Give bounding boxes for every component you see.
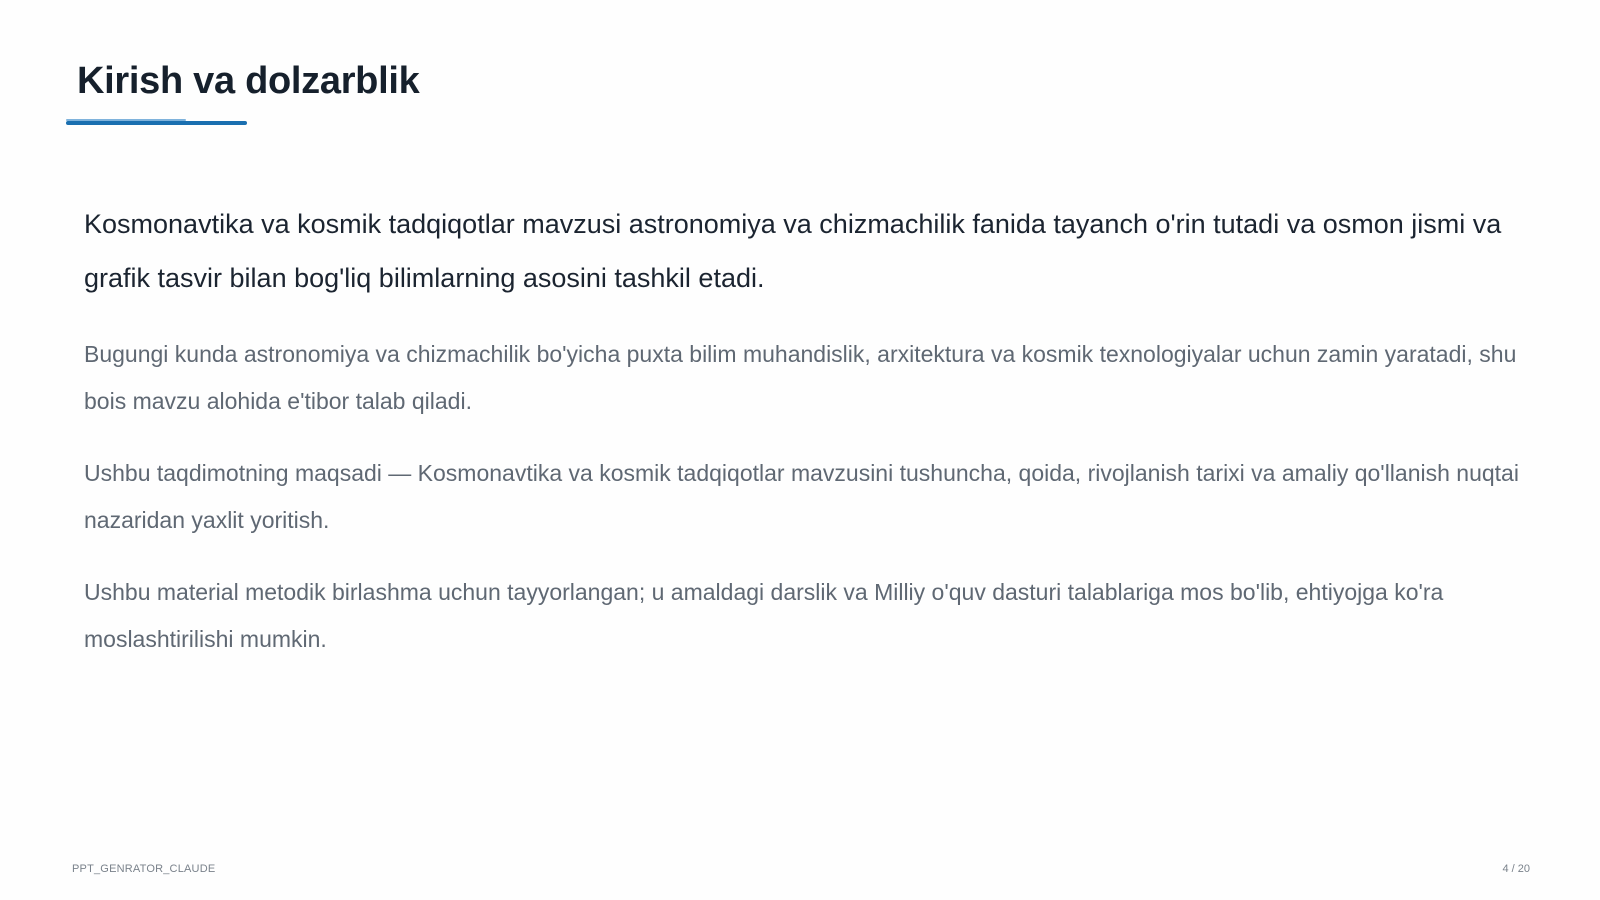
- slide-title: Kirish va dolzarblik: [77, 60, 420, 102]
- slide-content: [84, 197, 1524, 688]
- title-underline: [66, 121, 247, 125]
- lead-paragraph: Kosmonavtika va kosmik tadqiqotlar mavzusi astronomiya va chizmachilik fanida tayanch o'rin tutadi va osmon jismi va grafik tasvir bilan bog'liq bilimlarning asosini tashkil etadi.: [84, 209, 1502, 293]
- title-underline-accent: [66, 119, 186, 121]
- page-number: 4 / 20: [1502, 863, 1530, 875]
- footer-source: PPT_GENRATOR_CLAUDE: [72, 863, 216, 875]
- body-paragraph: Ushbu material metodik birlashma uchun tayyorlangan; u amaldagi darslik va Milliy o'quv dasturi talablariga mos bo'lib, ehtiyojga ko'ra moslashtirilishi mumkin.: [84, 579, 1444, 652]
- body-paragraph: Bugungi kunda astronomiya va chizmachilik bo'yicha puxta bilim muhandislik, arxitektura va kosmik texnologiyalar uchun zamin yaratadi, shu bois mavzu alohida e'tibor talab qiladi.: [84, 341, 1517, 414]
- body-paragraph: Ushbu taqdimotning maqsadi — Kosmonavtika va kosmik tadqiqotlar mavzusini tushuncha, qoida, rivojlanish tarixi va amaliy qo'llanish nuqtai nazaridan yaxlit yoritish.: [84, 460, 1519, 533]
